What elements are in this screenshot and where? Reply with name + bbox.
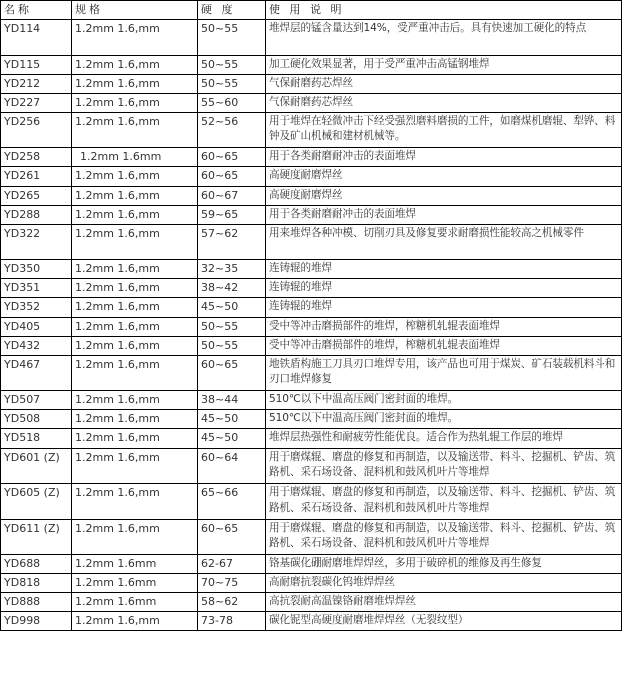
cell-usage: 堆焊层的锰含量达到14%，受严重冲击后。具有快速加工硬化的特点	[266, 20, 622, 56]
table-row	[1, 260, 622, 279]
cell-usage: 受中等冲击磨损部件的堆焊，榨糖机轧辊表面堆焊	[266, 336, 622, 355]
table-row	[1, 74, 622, 93]
cell-hardness: 60~67	[198, 186, 266, 205]
cell-spec: 1.2mm 1.6,mm	[72, 429, 198, 448]
table-row	[1, 593, 622, 612]
cell-hardness: 60~65	[198, 519, 266, 555]
cell-spec: 1.2mm 1.6,mm	[72, 20, 198, 56]
cell-usage: 用于磨煤辊、磨盘的修复和再制造，以及输送带、料斗、挖掘机、铲齿、筑路机、采石场设备、混料机和鼓风机叶片等堆焊	[266, 448, 622, 484]
cell-spec: 1.2mm 1.6mm	[72, 148, 198, 167]
cell-hardness: 57~62	[198, 224, 266, 260]
header-spec: 规格	[72, 1, 198, 20]
cell-spec: 1.2mm 1.6,mm	[72, 224, 198, 260]
cell-usage: 气保耐磨药芯焊丝	[266, 74, 622, 93]
cell-spec: 1.2mm 1.6,mm	[72, 93, 198, 112]
cell-usage: 高抗裂耐高温镍铬耐磨堆焊焊丝	[266, 593, 622, 612]
cell-hardness: 50~55	[198, 20, 266, 56]
table-row	[1, 55, 622, 74]
table-row	[1, 448, 622, 484]
cell-hardness: 73-78	[198, 612, 266, 631]
cell-name: YD258	[1, 148, 72, 167]
cell-name: YD212	[1, 74, 72, 93]
table-row	[1, 167, 622, 186]
cell-name: YD261	[1, 167, 72, 186]
cell-spec: 1.2mm 1.6mm	[72, 555, 198, 574]
cell-hardness: 38~44	[198, 391, 266, 410]
cell-hardness: 50~55	[198, 317, 266, 336]
cell-spec: 1.2mm 1.6,mm	[72, 186, 198, 205]
cell-usage: 510℃以下中温高压阀门密封面的堆焊。	[266, 410, 622, 429]
cell-name: YD115	[1, 55, 72, 74]
table-row	[1, 574, 622, 593]
cell-name: YD601 (Z)	[1, 448, 72, 484]
table-row	[1, 298, 622, 317]
table-row	[1, 93, 622, 112]
cell-name: YD432	[1, 336, 72, 355]
cell-name: YD605 (Z)	[1, 484, 72, 520]
table-row	[1, 224, 622, 260]
cell-spec: 1.2mm 1.6,mm	[72, 260, 198, 279]
cell-usage: 用于磨煤辊、磨盘的修复和再制造，以及输送带、料斗、挖掘机、铲齿、筑路机、采石场设备、混料机和鼓风机叶片等堆焊	[266, 519, 622, 555]
cell-hardness: 60~65	[198, 355, 266, 391]
cell-spec: 1.2mm 1.6,mm	[72, 55, 198, 74]
table-header-row	[1, 1, 622, 20]
cell-hardness: 50~55	[198, 336, 266, 355]
cell-name: YD288	[1, 205, 72, 224]
table-body	[1, 20, 622, 631]
cell-name: YD518	[1, 429, 72, 448]
cell-name: YD114	[1, 20, 72, 56]
cell-hardness: 45~50	[198, 429, 266, 448]
cell-usage: 地铁盾构施工刀具刃口堆焊专用，该产品也可用于煤炭、矿石装载机料斗和刃口堆焊修复	[266, 355, 622, 391]
cell-spec: 1.2mm 1.6,mm	[72, 612, 198, 631]
cell-name: YD611 (Z)	[1, 519, 72, 555]
cell-hardness: 60~65	[198, 148, 266, 167]
cell-spec: 1.2mm 1.6,mm	[72, 355, 198, 391]
cell-spec: 1.2mm 1.6,mm	[72, 279, 198, 298]
cell-usage: 510℃以下中温高压阀门密封面的堆焊。	[266, 391, 622, 410]
table-row	[1, 391, 622, 410]
cell-spec: 1.2mm 1.6mm	[72, 593, 198, 612]
table-row	[1, 336, 622, 355]
table-row	[1, 20, 622, 56]
table-row	[1, 410, 622, 429]
cell-usage: 用于磨煤辊、磨盘的修复和再制造，以及输送带、料斗、挖掘机、铲齿、筑路机、采石场设备、混料机和鼓风机叶片等堆焊	[266, 484, 622, 520]
cell-hardness: 65~66	[198, 484, 266, 520]
cell-hardness: 45~50	[198, 298, 266, 317]
cell-name: YD256	[1, 112, 72, 148]
cell-hardness: 55~60	[198, 93, 266, 112]
cell-spec: 1.2mm 1.6,mm	[72, 336, 198, 355]
cell-name: YD405	[1, 317, 72, 336]
cell-name: YD508	[1, 410, 72, 429]
cell-usage: 铬基碳化硼耐磨堆焊焊丝，多用于破碎机的维修及再生修复	[266, 555, 622, 574]
cell-hardness: 50~55	[198, 55, 266, 74]
cell-name: YD467	[1, 355, 72, 391]
table-row	[1, 186, 622, 205]
cell-spec: 1.2mm 1.6,mm	[72, 205, 198, 224]
cell-usage: 连铸辊的堆焊	[266, 279, 622, 298]
cell-name: YD818	[1, 574, 72, 593]
cell-usage: 受中等冲击磨损部件的堆焊，榨糖机轧辊表面堆焊	[266, 317, 622, 336]
cell-hardness: 59~65	[198, 205, 266, 224]
cell-spec: 1.2mm 1.6,mm	[72, 298, 198, 317]
cell-spec: 1.2mm 1.6,mm	[72, 317, 198, 336]
cell-name: YD507	[1, 391, 72, 410]
table-row	[1, 355, 622, 391]
cell-usage: 高硬度耐磨焊丝	[266, 186, 622, 205]
cell-usage: 连铸辊的堆焊	[266, 260, 622, 279]
cell-spec: 1.2mm 1.6,mm	[72, 112, 198, 148]
cell-spec: 1.2mm 1.6,mm	[72, 484, 198, 520]
cell-hardness: 38~42	[198, 279, 266, 298]
cell-spec: 1.2mm 1.6,mm	[72, 391, 198, 410]
cell-hardness: 70~75	[198, 574, 266, 593]
cell-spec: 1.2mm 1.6,mm	[72, 519, 198, 555]
cell-spec: 1.2mm 1.6,mm	[72, 448, 198, 484]
cell-name: YD888	[1, 593, 72, 612]
table-row	[1, 484, 622, 520]
table-row	[1, 112, 622, 148]
table-row	[1, 519, 622, 555]
table-row	[1, 205, 622, 224]
cell-usage: 用于各类耐磨耐冲击的表面堆焊	[266, 205, 622, 224]
cell-spec: 1.2mm 1.6,mm	[72, 410, 198, 429]
cell-usage: 用于堆焊在轻微冲击下经受强烈磨料磨损的工件，如磨煤机磨辊、犁铧、料钟及矿山机械和建材机械等。	[266, 112, 622, 148]
cell-name: YD227	[1, 93, 72, 112]
cell-spec: 1.2mm 1.6,mm	[72, 74, 198, 93]
cell-name: YD998	[1, 612, 72, 631]
table-row	[1, 612, 622, 631]
table-row	[1, 317, 622, 336]
cell-hardness: 62-67	[198, 555, 266, 574]
cell-name: YD688	[1, 555, 72, 574]
cell-usage: 用于各类耐磨耐冲击的表面堆焊	[266, 148, 622, 167]
cell-name: YD322	[1, 224, 72, 260]
cell-hardness: 45~50	[198, 410, 266, 429]
header-name: 名称	[1, 1, 72, 20]
table-row	[1, 279, 622, 298]
cell-name: YD352	[1, 298, 72, 317]
cell-hardness: 58~62	[198, 593, 266, 612]
header-hardness: 硬 度	[198, 1, 266, 20]
cell-hardness: 50~55	[198, 74, 266, 93]
cell-usage: 堆焊层热强性和耐疲劳性能优良。适合作为热轧辊工作层的堆焊	[266, 429, 622, 448]
cell-name: YD350	[1, 260, 72, 279]
cell-hardness: 60~64	[198, 448, 266, 484]
table-row	[1, 555, 622, 574]
cell-usage: 用来堆焊各种冲模、切削刃具及修复要求耐磨损性能较高之机械零件	[266, 224, 622, 260]
cell-name: YD351	[1, 279, 72, 298]
cell-hardness: 52~56	[198, 112, 266, 148]
table-row	[1, 148, 622, 167]
cell-usage: 气保耐磨药芯焊丝	[266, 93, 622, 112]
cell-hardness: 32~35	[198, 260, 266, 279]
cell-name: YD265	[1, 186, 72, 205]
cell-spec: 1.2mm 1.6mm	[72, 574, 198, 593]
cell-hardness: 60~65	[198, 167, 266, 186]
cell-usage: 加工硬化效果显著，用于受严重冲击高锰钢堆焊	[266, 55, 622, 74]
cell-usage: 碳化铌型高硬度耐磨堆焊焊丝（无裂纹型）	[266, 612, 622, 631]
cell-usage: 高硬度耐磨焊丝	[266, 167, 622, 186]
cell-spec: 1.2mm 1.6,mm	[72, 167, 198, 186]
cell-usage: 高耐磨抗裂碳化钨堆焊焊丝	[266, 574, 622, 593]
table-row	[1, 429, 622, 448]
header-usage: 使 用 说 明	[266, 1, 622, 20]
cell-usage: 连铸辊的堆焊	[266, 298, 622, 317]
